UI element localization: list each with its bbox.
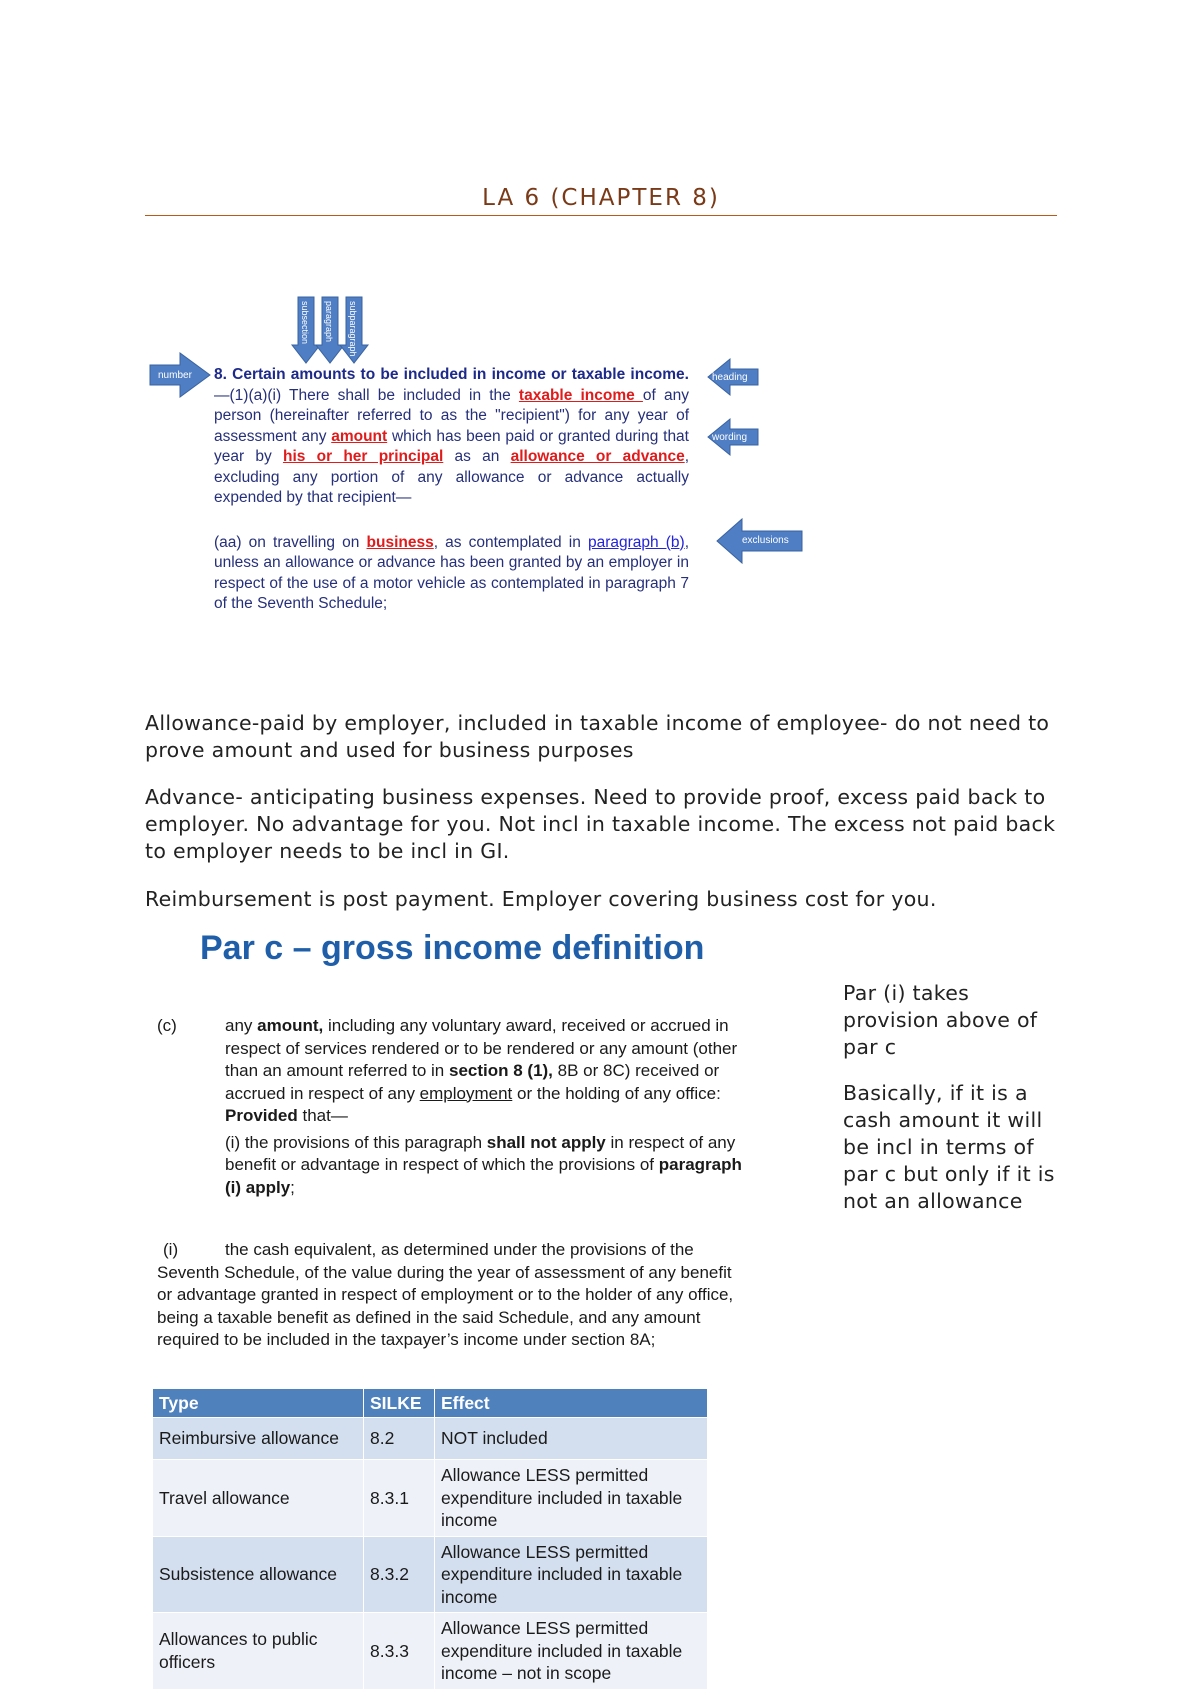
par-c-label: (c) [157, 1016, 177, 1035]
statute-text: , unless an allowance or advance has been granted by an employer in respect of the use of a motor vehicle as contemplated in paragraph 7 of the Seventh Schedule; [214, 533, 689, 612]
table-row [153, 1418, 708, 1460]
label-subsection: subsection [300, 301, 310, 345]
term-principal: his or her principal [282, 448, 444, 465]
table-header-row [153, 1389, 708, 1418]
cell-type: Subsistence allowance [153, 1536, 364, 1613]
legal-text: ; [290, 1177, 295, 1197]
note-allowance: Allowance-paid by employer, included in taxable income of employee- do not need to prove amount and used for business purposes [145, 711, 1050, 762]
label-subparagraph: subparagraph [348, 301, 358, 357]
allowance-table [152, 1388, 708, 1690]
table-row [153, 1460, 708, 1537]
label-exclusions: exclusions [742, 535, 789, 546]
term-employment: employment [419, 1083, 513, 1103]
legal-text: including any voluntary award, received or accrued in respect of services rendered or to be rendered or any amount (other than an amount referred to in [225, 1016, 738, 1080]
cell-silke: 8.3.1 [364, 1460, 435, 1537]
note-reimbursement: Reimbursement is post payment. Employer covering business cost for you. [145, 887, 937, 911]
statute-text: (aa) on travelling on [214, 533, 367, 551]
table-row [153, 1613, 708, 1690]
cell-silke: 8.2 [364, 1418, 435, 1460]
par-c-title: Par c – gross income definition [200, 929, 705, 967]
side-note-2: Basically, if it is a cash amount it will be incl in terms of par c but only if it is not an allowance [843, 1081, 1055, 1213]
label-wording: wording [712, 432, 748, 443]
cell-effect: NOT included [435, 1418, 708, 1460]
legal-bold: Provided [225, 1106, 298, 1125]
term-allowance-advance: allowance or advance [510, 448, 685, 465]
legal-bold: section 8 (1), [448, 1061, 553, 1080]
page-header-title: LA 6 (CHAPTER 8) [482, 185, 720, 211]
cell-type: Travel allowance [153, 1460, 364, 1537]
cell-effect: Allowance LESS permitted expenditure included in taxable income – not in scope [435, 1613, 708, 1690]
legal-text: (i) the provisions of this paragraph [225, 1132, 487, 1152]
legal-bold: amount, [257, 1016, 324, 1035]
cell-silke: 8.3.2 [364, 1536, 435, 1613]
statute-text: —(1)(a)(i) There shall be included in the [214, 386, 519, 404]
legal-text: 8B or 8C) received or accrued in respect of any [225, 1061, 720, 1103]
term-taxable-income: taxable income [518, 386, 643, 404]
statute-section-8 [214, 365, 689, 615]
label-paragraph: paragraph [324, 301, 334, 343]
statute-text: , excluding any portion of any allowance or advance actually expended by that recipient— [214, 448, 690, 506]
col-silke: SILKE [364, 1389, 435, 1418]
paragraph-b-link[interactable]: paragraph (b) [587, 533, 685, 551]
legal-text: or the holding of any office: [512, 1083, 721, 1103]
legal-text: in respect of any benefit or advantage in respect of which the provisions of [225, 1132, 736, 1174]
table-row [153, 1536, 708, 1613]
legal-text: that— [297, 1106, 348, 1125]
statute-figure [140, 285, 820, 645]
legal-bold: paragraph (i) apply [225, 1155, 742, 1197]
par-c-text [225, 1015, 755, 1199]
statute-text: of any person (hereinafter referred to as the "recipient") for any year of assessment any [214, 386, 689, 445]
legal-bold: shall not apply [486, 1132, 606, 1152]
col-effect: Effect [435, 1389, 708, 1418]
statute-text: which has been paid or granted during that year by [214, 427, 689, 465]
cell-silke: 8.3.3 [364, 1613, 435, 1690]
header-rule [145, 215, 1057, 216]
side-note-1: Par (i) takes provision above of par c [843, 981, 1038, 1059]
cell-effect: Allowance LESS permitted expenditure included in taxable income [435, 1536, 708, 1613]
term-amount: amount [331, 427, 388, 445]
cell-type: Allowances to public officers [153, 1613, 364, 1690]
cell-effect: Allowance LESS permitted expenditure included in taxable income [435, 1460, 708, 1537]
statute-text: as an [443, 448, 511, 465]
note-advance: Advance- anticipating business expenses. Need to provide proof, excess paid back to employer. No advantage for you. Not incl in taxable income. The excess not paid back to employer needs to be incl in GI. [145, 785, 1056, 863]
par-i-label: (i) [163, 1240, 179, 1259]
label-heading: heading [712, 372, 748, 383]
legal-text: any [225, 1016, 258, 1035]
par-i-text: the cash equivalent, as determined under the provisions of the Seventh Schedule, of the value during the year of assessment of any benefit or advantage granted in respect of employment or to the holder of any office, being a taxable benefit as defined in the said Schedule, and any amount required to be included in the taxpayer’s income under section 8A; [157, 1240, 734, 1349]
section-heading: 8. Certain amounts to be included in income or taxable income. [214, 366, 689, 383]
term-business: business [366, 533, 434, 551]
cell-type: Reimbursive allowance [153, 1418, 364, 1460]
label-number: number [158, 370, 192, 381]
statute-text: , as contemplated in [433, 533, 588, 551]
col-type: Type [153, 1389, 364, 1418]
